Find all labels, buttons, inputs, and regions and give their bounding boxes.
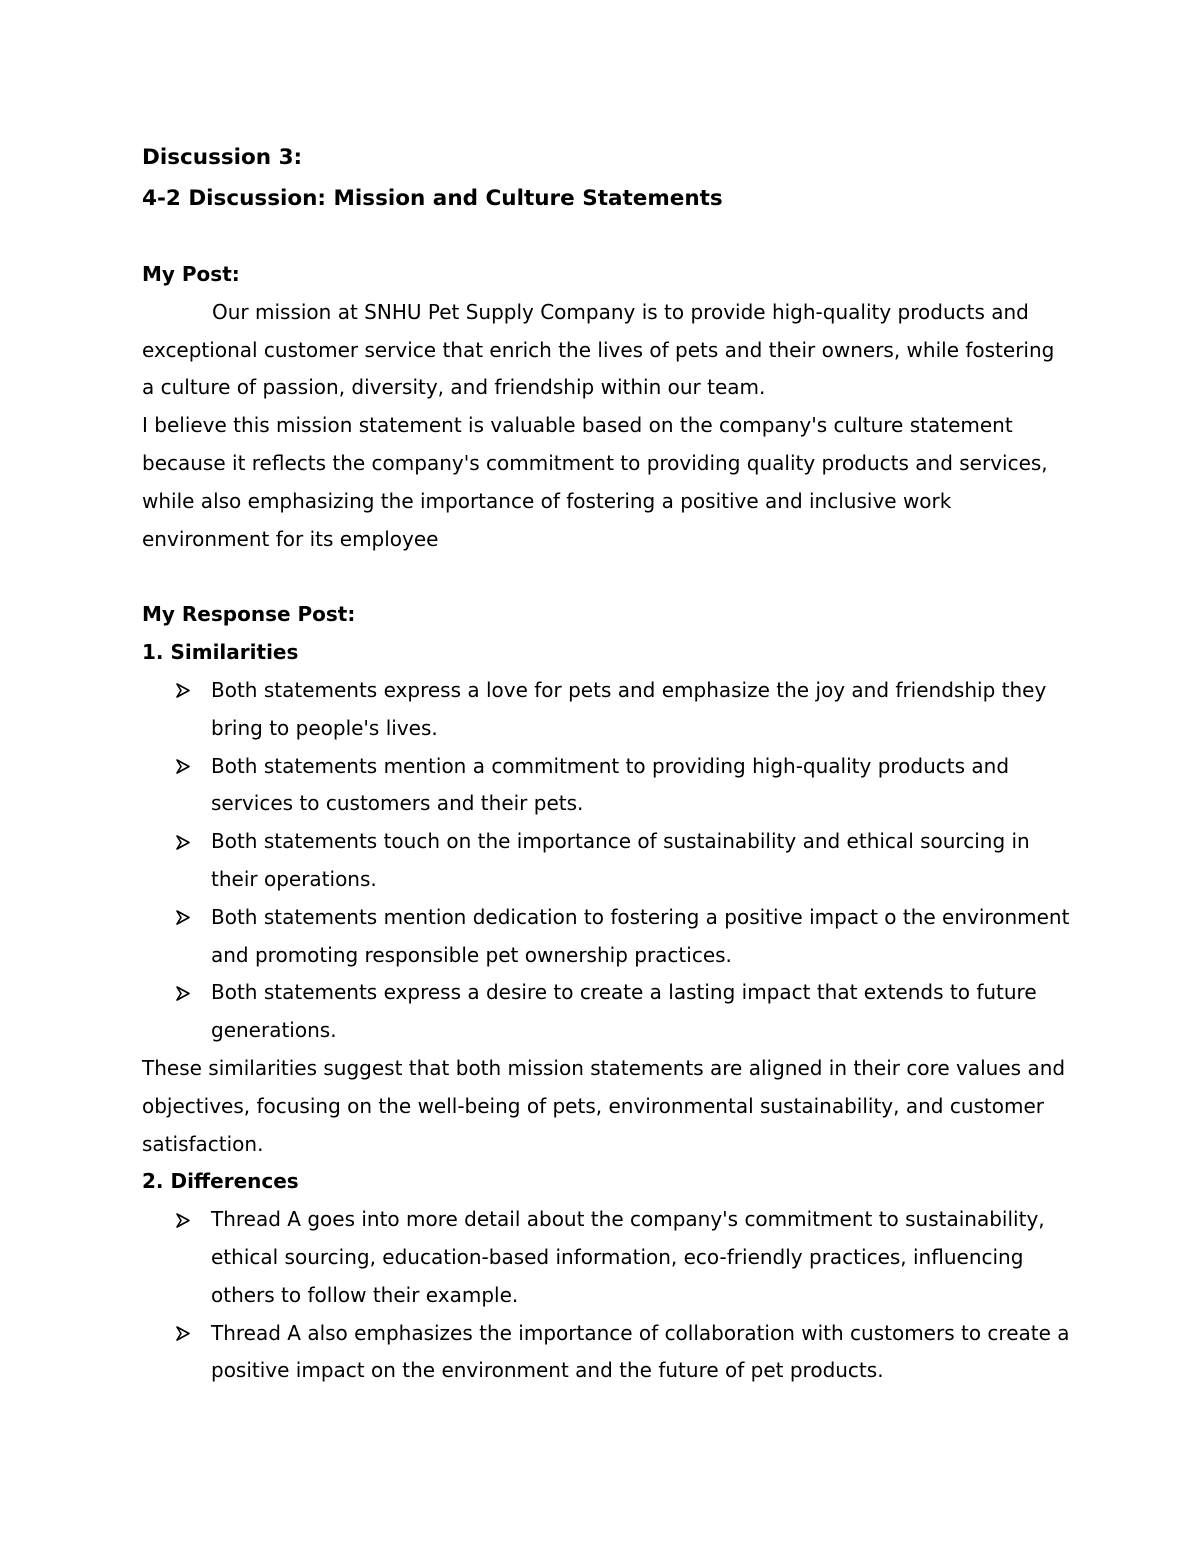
arrowhead-bullet-icon [176, 672, 196, 710]
discussion-title: 4-2 Discussion: Mission and Culture Statements [142, 186, 723, 211]
list-item-text: Both statements mention dedication to fostering a positive impact o the environment and promoting responsible pet ownership practices. [211, 904, 1070, 967]
list-item [142, 748, 1072, 824]
mission-evaluation-paragraph: I believe this mission statement is valuable based on the company's culture statement because it reflects the company's commitment to providing quality products and services, while also emphasizing the importance of fostering a positive and inclusive work environment for its employee [142, 413, 1048, 551]
list-item [142, 1315, 1072, 1391]
list-item [142, 899, 1072, 975]
document-content [142, 138, 1072, 1390]
response-post-label: My Response Post: [142, 602, 356, 627]
my-post-label: My Post: [142, 262, 240, 286]
mission-statement-paragraph: Our mission at SNHU Pet Supply Company is to provide high-quality products and exceptional customer service that enrich the lives of pets and their owners, while fostering a culture of passion, diversity, and friendship within our team. [142, 299, 1055, 400]
list-item-text: Both statements express a desire to create a lasting impact that extends to future generations. [211, 980, 1037, 1043]
discussion-label: Discussion 3: [142, 145, 303, 170]
list-item [142, 1201, 1072, 1314]
blank-line [142, 558, 1072, 596]
similarities-list [142, 672, 1072, 1050]
list-item-text: Thread A also emphasizes the importance of collaboration with customers to create a positive impact on the environment and the future of pet products. [211, 1320, 1070, 1383]
list-item-text: Both statements touch on the importance of sustainability and ethical sourcing in their operations. [211, 829, 1030, 891]
arrowhead-bullet-icon [176, 974, 196, 1012]
list-item [142, 823, 1072, 899]
arrowhead-bullet-icon [176, 1315, 196, 1353]
similarities-heading: 1. Similarities [142, 640, 299, 665]
list-item [142, 672, 1072, 748]
arrowhead-bullet-icon [176, 899, 196, 937]
list-item-text: Both statements mention a commitment to providing high-quality products and services to customers and their pets. [211, 753, 1010, 816]
arrowhead-bullet-icon [176, 823, 196, 861]
arrowhead-bullet-icon [176, 748, 196, 786]
arrowhead-bullet-icon [176, 1201, 196, 1239]
list-item-text: Thread A goes into more detail about the company's commitment to sustainability, ethical sourcing, education-based information, eco-friendly practices, influencing others to follow their example. [211, 1207, 1045, 1307]
differences-list [142, 1201, 1072, 1390]
blank-line [142, 219, 1072, 256]
list-item-text: Both statements express a love for pets and emphasize the joy and friendship they bring to people's lives. [211, 677, 1047, 740]
differences-heading: 2. Differences [142, 1169, 299, 1194]
similarities-summary: These similarities suggest that both mission statements are aligned in their core values and objectives, focusing on the well-being of pets, environmental sustainability, and customer satisfaction. [142, 1055, 1066, 1156]
list-item [142, 974, 1072, 1050]
